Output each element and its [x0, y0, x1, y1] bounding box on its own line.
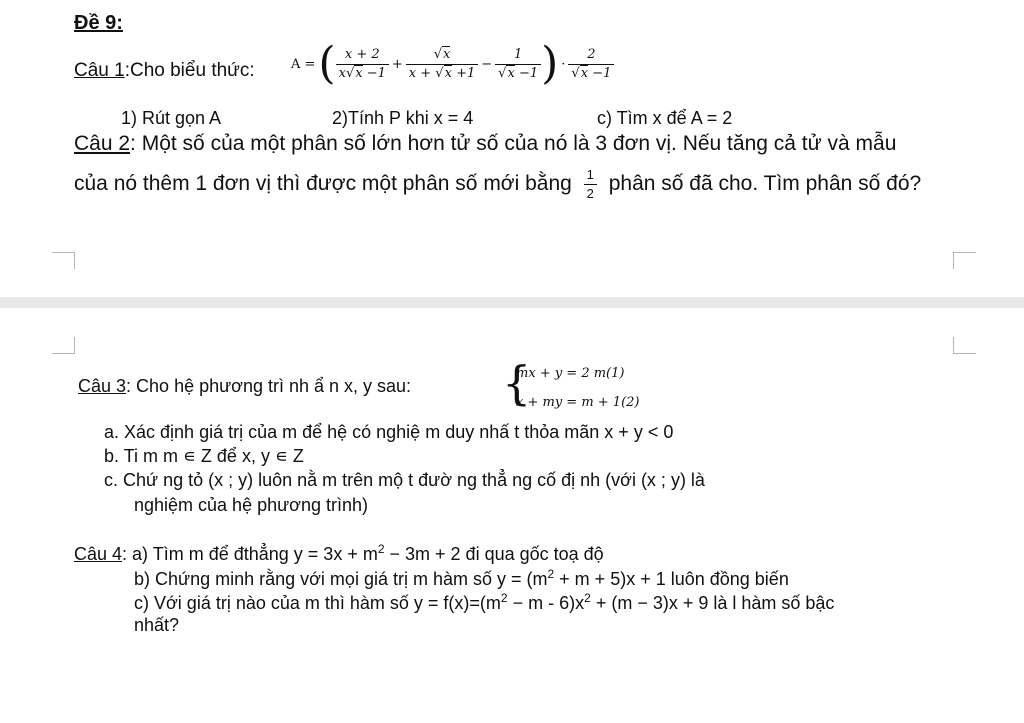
f4-den-b: x: [580, 65, 589, 81]
f1-den-a: x: [338, 65, 346, 81]
q4-c-pre: c) Với giá trị nào của m thì hàm số y = f(x)=(m: [134, 593, 501, 613]
question-4-line-c-2: nhất?: [134, 615, 180, 635]
expression-a: A =( $\frac{x + 2}{x√x -1}$ + $\frac{√x}{x + √x +1}$ − $\frac{1}{√x -1}$ ) · $\frac{2}{√x -1}$: [288, 44, 614, 84]
q1-part-3: c) Tìm x để A = 2: [597, 108, 733, 128]
fraction-3-num: 1: [513, 46, 523, 62]
question-3-label: Câu 3: [78, 376, 127, 396]
f4-den-c: −1: [592, 65, 612, 81]
fraction-4: [568, 46, 614, 83]
fraction-2-num: √x: [433, 46, 451, 62]
fraction-2-den: x + √x +1: [406, 64, 478, 83]
page-corner-bottom-left: [52, 337, 75, 354]
f3-den-b: x: [507, 65, 515, 81]
fraction-4-num: 2: [587, 46, 596, 62]
question-1-text: :Cho biểu thức:: [124, 60, 255, 81]
expression-lhs: A =: [291, 56, 316, 72]
q3-part-c-line-2: nghiệm của hệ phương trình): [134, 495, 368, 515]
f2-den-c: +1: [456, 65, 476, 81]
question-3-heading: [78, 376, 411, 397]
fraction-3-den: √x −1: [495, 64, 541, 83]
fraction-1-num: x + 2: [344, 46, 380, 62]
system-brace: {: [502, 356, 532, 410]
q4-c-sup-2: 2: [584, 591, 591, 605]
question-1-heading: [74, 60, 255, 82]
q1-part-2: 2)Tính P khi x = 4: [332, 108, 474, 128]
left-paren: (: [318, 38, 336, 89]
question-4-label: Câu 4: [74, 544, 123, 564]
page-separator: [0, 297, 1024, 308]
page-corner-bottom-right: [953, 337, 976, 354]
half-fraction: [584, 166, 597, 203]
q4-b-pre: b) Chứng minh rằng với mọi giá trị m hàm số y = (m: [134, 569, 548, 589]
fraction-2: [406, 46, 478, 83]
fraction-1: [336, 46, 389, 83]
question-2-text-a: của nó thêm 1 đơn vị thì được một phân số mới bằng: [74, 172, 572, 196]
q4-a-post: − 3m + 2 đi qua gốc toạ độ: [384, 544, 604, 564]
page-title: Đề 9:: [74, 12, 123, 34]
question-2-label: Câu 2: [74, 132, 131, 155]
f2-num: x: [443, 46, 451, 62]
question-2-text-b: phân số đã cho. Tìm phân số đó?: [608, 172, 922, 196]
page-corner-top-right: [953, 252, 976, 269]
q4-c-post: + (m − 3)x + 9 là l hàm số bậc: [590, 593, 835, 613]
page-corner-top-left: [52, 252, 75, 269]
f3-den-c: −1: [518, 65, 539, 81]
fraction-3: [495, 46, 541, 83]
f2-den-a: x +: [408, 65, 432, 81]
question-4-line-a: [74, 542, 604, 565]
q4-a-sup: 2: [377, 542, 385, 556]
q4-c-sup-1: 2: [500, 591, 508, 605]
q4-c-mid: − m - 6)x: [507, 593, 585, 613]
q3-part-a: a. Xác định giá trị của m để hệ có nghiệ m duy nhấ t thỏa mãn x + y < 0: [104, 422, 674, 442]
fraction-1-den: x√x −1: [336, 64, 389, 83]
question-1-label: Câu 1: [74, 60, 125, 81]
f1-den-b: x: [355, 65, 363, 81]
question-4-line-c: [134, 591, 834, 614]
question-4-line-b: [134, 567, 789, 590]
f2-den-b: x: [444, 65, 452, 81]
question-2-line-1: [74, 132, 896, 156]
q4-a-pre: : a) Tìm m để đthẳng y = 3x + m: [122, 544, 378, 564]
right-paren: ): [541, 38, 559, 89]
question-2-text: : Một số của một phân số lớn hơn tử số của nó là 3 đơn vị. Nếu tăng cả tử và mẫu: [130, 132, 897, 155]
f1-den-c: −1: [366, 65, 386, 81]
fraction-4-den: √x −1: [568, 64, 614, 83]
q3-part-c-line-1: c. Chứ ng tỏ (x ; y) luôn nằ m trên mộ t đườ ng thẳ ng cố đị nh (với (x ; y) là: [104, 470, 705, 490]
half-den: 2: [584, 184, 597, 203]
q1-part-1: 1) Rút gọn A: [121, 108, 222, 128]
half-num: 1: [586, 167, 594, 182]
q4-b-sup: 2: [547, 567, 555, 581]
equation-2: x + my = m + 1(2): [516, 395, 640, 410]
question-2-line-2: [74, 166, 921, 203]
q4-b-post: + m + 5)x + 1 luôn đồng biến: [554, 569, 789, 589]
q3-part-b: b. Ti m m ∊ Z để x, y ∊ Z: [104, 446, 304, 466]
question-3-text: : Cho hệ phương trì nh ẩ n x, y sau:: [126, 376, 412, 396]
equation-1: mx + y = 2 m(1): [516, 366, 625, 381]
